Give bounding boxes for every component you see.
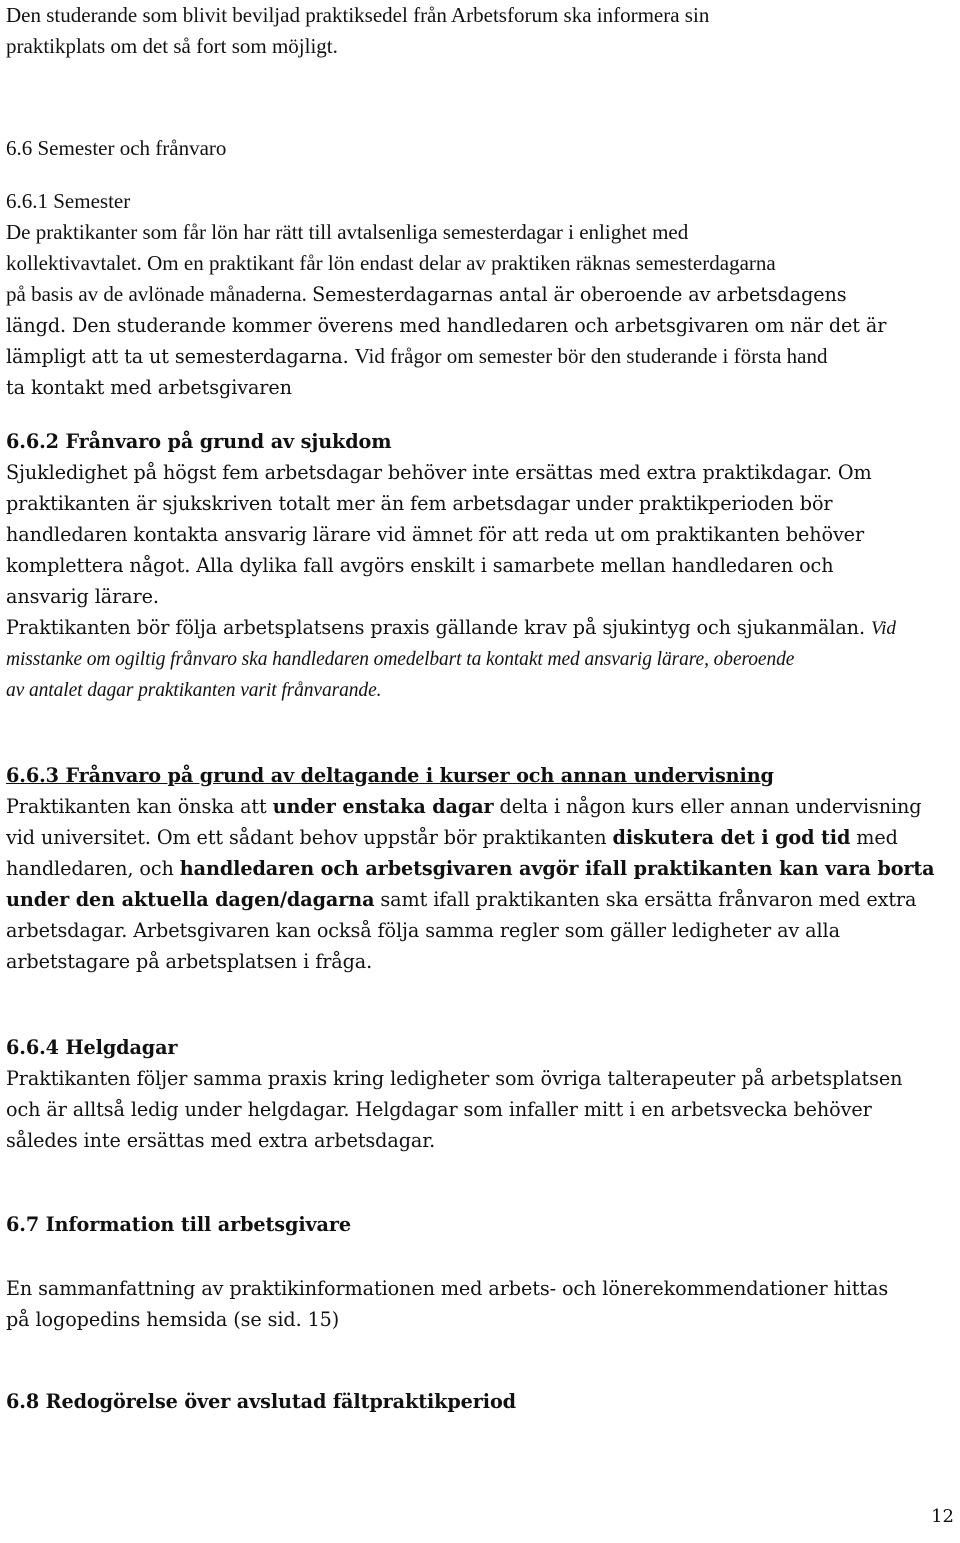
text-line: kollektivavtalet. Om en praktikant får lön endast delar av praktiken räknas semesterdagarna [6,251,776,275]
text-line: Vid frågor om semester bör den studerande i första hand [354,344,828,368]
text-line: med [850,826,898,849]
section-heading-6-6-1: 6.6.1 Semester [6,189,131,213]
section-heading-6-6-3 [6,760,774,791]
text-line: ta kontakt med arbetsgivaren [6,376,292,399]
bold-text: under den aktuella dagen/dagarna [6,888,375,911]
employer-info-paragraph [6,1273,888,1335]
text-line: Sjukledighet på högst fem arbetsdagar behöver inte ersättas med extra praktikdagar. Om [6,461,872,484]
text-line: på basis av de avlönade månaderna. [6,282,313,306]
courses-paragraph [6,791,935,977]
page-number: 12 [931,1506,954,1527]
semester-paragraph [6,217,886,403]
heading-text: 6.6.4 Helgdagar [6,1036,178,1059]
text-line: vid universitet. Om ett sådant behov uppstår bör praktikanten [6,826,613,849]
section-heading-6-8 [6,1386,516,1417]
section-heading-6-6-4 [6,1032,177,1063]
section-heading-6-7 [6,1209,351,1240]
intro-paragraph [6,0,709,62]
text-line: praktikanten är sjukskriven totalt mer än fem arbetsdagar under praktikperioden bör [6,492,833,515]
bold-text: diskutera det i god tid [612,826,851,849]
holidays-paragraph [6,1063,902,1156]
text-line: praktikplats om det så fort som möjligt. [6,34,338,58]
heading-text: 6.6.3 Frånvaro på grund av deltagande i kurser och annan undervisning [6,764,774,787]
text-line: handledaren, och [6,857,180,880]
italic-text: Vid [870,618,896,639]
text-line: lämpligt att ta ut semesterdagarna. [6,345,355,368]
bold-text: handledaren och arbetsgivaren avgör ifall praktikanten kan vara borta [179,857,935,880]
text-line: samt ifall praktikanten ska ersätta frånvaron med extra [374,888,917,911]
text-line: En sammanfattning av praktikinformationen med arbets- och lönerekommendationer hittas [6,1277,889,1300]
text-line: Praktikanten kan önska att [6,795,273,818]
italic-text: av antalet dagar praktikanten varit frånvarande. [6,680,382,701]
text-line: Praktikanten bör följa arbetsplatsens praxis gällande krav på sjukintyg och sjukanmälan. [6,616,871,639]
text-line: längd. Den studerande kommer överens med handledaren och arbetsgivaren om när det är [6,314,887,337]
sick-leave-paragraph [6,457,896,706]
section-heading-6-6: 6.6 Semester och frånvaro [6,136,227,160]
text-line: på logopedins hemsida (se sid. 15) [6,1308,340,1331]
text-line: handledaren kontakta ansvarig lärare vid ämnet för att reda ut om praktikanten behöver [6,523,865,546]
text-line: Semesterdagarnas antal är oberoende av arbetsdagens [312,283,847,306]
text-line: arbetsdagar. Arbetsgivaren kan också följa samma regler som gäller ledigheter av alla [6,919,840,942]
bold-text: under enstaka dagar [272,795,494,818]
italic-text: misstanke om ogiltig frånvaro ska handledaren omedelbart ta kontakt med ansvarig lärare, oberoende [6,649,795,670]
text-line: ansvarig lärare. [6,585,159,608]
text-line: delta i någon kurs eller annan undervisning [493,795,922,818]
heading-text: 6.8 Redogörelse över avslutad fältpraktikperiod [6,1390,516,1413]
text-line: således inte ersättas med extra arbetsdagar. [6,1129,436,1152]
text-line: komplettera något. Alla dylika fall avgörs enskilt i samarbete mellan handledaren och [6,554,834,577]
text-line: Den studerande som blivit beviljad praktiksedel från Arbetsforum ska informera sin [6,3,710,27]
text-line: och är alltså ledig under helgdagar. Helgdagar som infaller mitt i en arbetsvecka behöver [6,1098,872,1121]
heading-text: 6.6.2 Frånvaro på grund av sjukdom [6,430,392,453]
section-heading-6-6-2 [6,426,391,457]
heading-text: 6.7 Information till arbetsgivare [6,1213,352,1236]
text-line: De praktikanter som får lön har rätt till avtalsenliga semesterdagar i enlighet med [6,220,689,244]
text-line: arbetstagare på arbetsplatsen i fråga. [6,950,373,973]
text-line: Praktikanten följer samma praxis kring ledigheter som övriga talterapeuter på arbetsplatsen [6,1067,903,1090]
